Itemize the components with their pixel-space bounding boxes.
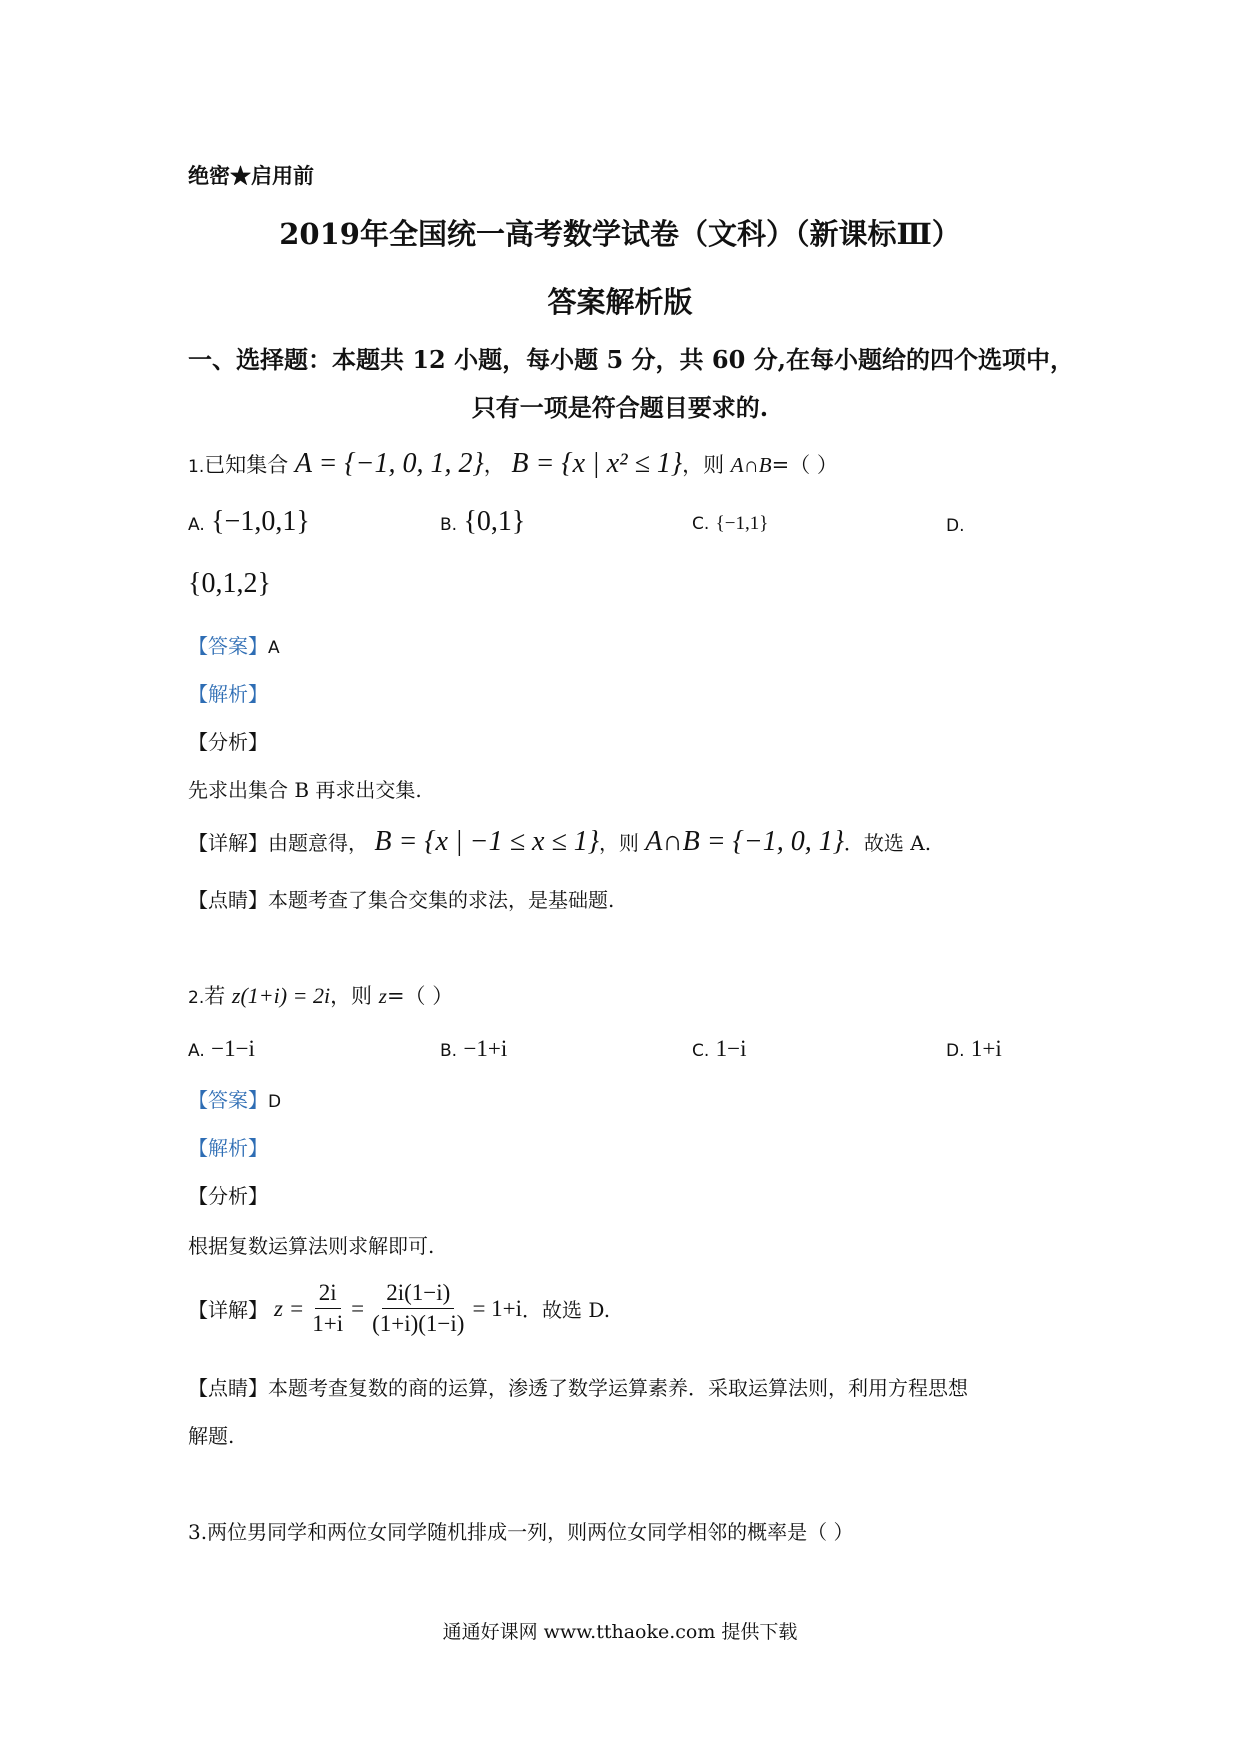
q1-option-c bbox=[692, 510, 768, 535]
q2-comment-tag: 【点睛】 bbox=[188, 1376, 268, 1400]
q2-fraction-2-denominator: (1+i)(1−i) bbox=[372, 1311, 465, 1336]
q2-option-d-label: D. bbox=[946, 1041, 965, 1061]
question-2-stem bbox=[188, 980, 453, 1010]
q1-option-a-label: A. bbox=[188, 515, 205, 535]
q2-option-c-value: 1−i bbox=[715, 1036, 747, 1061]
exam-title: 2019年全国统一高考数学试卷（文科）（新课标Ⅲ） bbox=[279, 217, 961, 251]
q2-fenxi-tag: 【分析】 bbox=[188, 1184, 268, 1208]
question-2-z: z bbox=[378, 984, 387, 1008]
q1-detail bbox=[188, 826, 931, 858]
secret-label: 绝密★启用前 bbox=[188, 163, 314, 188]
q1-detail-set-b: B = {x | −1 ≤ x ≤ 1} bbox=[374, 826, 599, 857]
question-1-number: 1. bbox=[188, 457, 205, 477]
q1-comment-text: 本题考查了集合交集的求法，是基础题. bbox=[268, 888, 615, 912]
q1-option-c-value: {−1,1} bbox=[715, 513, 769, 534]
set-b-definition: B = {x | x² ≤ 1} bbox=[511, 448, 683, 479]
q2-detail-result: = 1+i bbox=[472, 1295, 523, 1321]
q2-fraction-1-numerator: 2i bbox=[315, 1280, 341, 1309]
question-2-number: 2. bbox=[188, 988, 205, 1008]
q1-option-d-label: D. bbox=[946, 516, 965, 536]
q2-detail bbox=[188, 1280, 610, 1337]
q1-answer bbox=[188, 630, 280, 659]
q2-detail-equals: = bbox=[351, 1295, 365, 1321]
q2-fraction-1 bbox=[308, 1280, 347, 1337]
q1-detail-prefix: 由题意得， bbox=[268, 831, 368, 855]
q2-option-a-value: −1−i bbox=[211, 1036, 255, 1061]
q2-option-d-value: 1+i bbox=[970, 1036, 1002, 1061]
q2-option-a bbox=[188, 1036, 255, 1062]
intersection-expr: A∩B bbox=[730, 453, 772, 477]
section-heading-line1: 一、选择题：本题共 12 小题，每小题 5 分，共 60 分,在每小题给的四个选项中， bbox=[188, 345, 1074, 374]
q1-option-a-value: {−1,0,1} bbox=[211, 506, 310, 537]
q2-option-b bbox=[440, 1036, 507, 1062]
q2-detail-tag: 【详解】 bbox=[188, 1298, 268, 1322]
q2-comment-line1: 本题考查复数的商的运算，渗透了数学运算素养．采取运算法则，利用方程思想 bbox=[268, 1376, 968, 1400]
question-2-equation: z(1+i) = 2i bbox=[231, 983, 331, 1008]
question-2-mid: ，则 bbox=[330, 984, 373, 1008]
q1-fenxi-text: 先求出集合 B 再求出交集. bbox=[188, 778, 422, 802]
q2-option-a-label: A. bbox=[188, 1041, 205, 1061]
q2-option-b-label: B. bbox=[440, 1041, 458, 1061]
question-1-prefix: 已知集合 bbox=[204, 453, 289, 477]
question-3-stem: 3.两位男同学和两位女同学随机排成一列，则两位女同学相邻的概率是（ ） bbox=[188, 1520, 854, 1544]
q2-option-b-value: −1+i bbox=[463, 1036, 508, 1061]
q1-option-b-label: B. bbox=[440, 515, 458, 535]
q1-detail-tag: 【详解】 bbox=[188, 831, 268, 855]
q2-option-c bbox=[692, 1036, 747, 1062]
q1-option-d bbox=[946, 512, 965, 536]
q1-answer-value: A bbox=[268, 638, 280, 658]
q2-fraction-2-numerator: 2i(1−i) bbox=[382, 1280, 454, 1309]
q2-answer bbox=[188, 1084, 281, 1113]
exam-subtitle: 答案解析版 bbox=[547, 285, 693, 319]
q2-fenxi-text: 根据复数运算法则求解即可. bbox=[188, 1234, 435, 1258]
q1-option-d-value: {0,1,2} bbox=[188, 568, 271, 599]
q2-comment bbox=[188, 1372, 968, 1401]
q1-option-a bbox=[188, 506, 310, 538]
q1-comment bbox=[188, 884, 614, 913]
question-1-blank: =（ ） bbox=[771, 453, 838, 477]
q1-option-c-label: C. bbox=[692, 514, 710, 534]
question-2-prefix: 若 bbox=[204, 984, 226, 1008]
q2-option-c-label: C. bbox=[692, 1041, 710, 1061]
q1-detail-mid: ，则 bbox=[598, 831, 639, 855]
q1-comment-tag: 【点睛】 bbox=[188, 888, 268, 912]
question-1-stem bbox=[188, 448, 838, 480]
q2-comment-line2: 解题. bbox=[188, 1424, 235, 1448]
q1-analysis-tag: 【解析】 bbox=[188, 682, 268, 706]
q2-option-d bbox=[946, 1036, 1002, 1062]
q2-detail-suffix: ．故选 D. bbox=[522, 1298, 611, 1322]
q1-detail-suffix: ．故选 A. bbox=[843, 831, 932, 855]
q1-option-b-value: {0,1} bbox=[463, 506, 526, 537]
q2-fraction-2 bbox=[368, 1280, 468, 1337]
q1-option-d-value-line bbox=[188, 568, 271, 600]
q2-detail-z: z = bbox=[274, 1295, 305, 1321]
q2-analysis-tag: 【解析】 bbox=[188, 1136, 268, 1160]
question-1-sep: ， bbox=[483, 453, 505, 477]
q1-option-b bbox=[440, 506, 525, 538]
q2-answer-value: D bbox=[268, 1092, 282, 1112]
q1-fenxi-tag: 【分析】 bbox=[188, 730, 268, 754]
q1-detail-result: A∩B = {−1, 0, 1} bbox=[645, 826, 844, 857]
q1-answer-tag: 【答案】 bbox=[188, 634, 268, 658]
q2-fraction-1-denominator: 1+i bbox=[312, 1311, 344, 1336]
q2-answer-tag: 【答案】 bbox=[188, 1088, 268, 1112]
footer-source: 通通好课网 www.tthaoke.com 提供下载 bbox=[442, 1621, 798, 1643]
question-2-blank: =（ ） bbox=[386, 984, 454, 1008]
section-heading-line2: 只有一项是符合题目要求的. bbox=[471, 393, 769, 422]
question-1-suffix: ，则 bbox=[682, 453, 725, 477]
set-a-definition: A = {−1, 0, 1, 2} bbox=[294, 448, 484, 479]
